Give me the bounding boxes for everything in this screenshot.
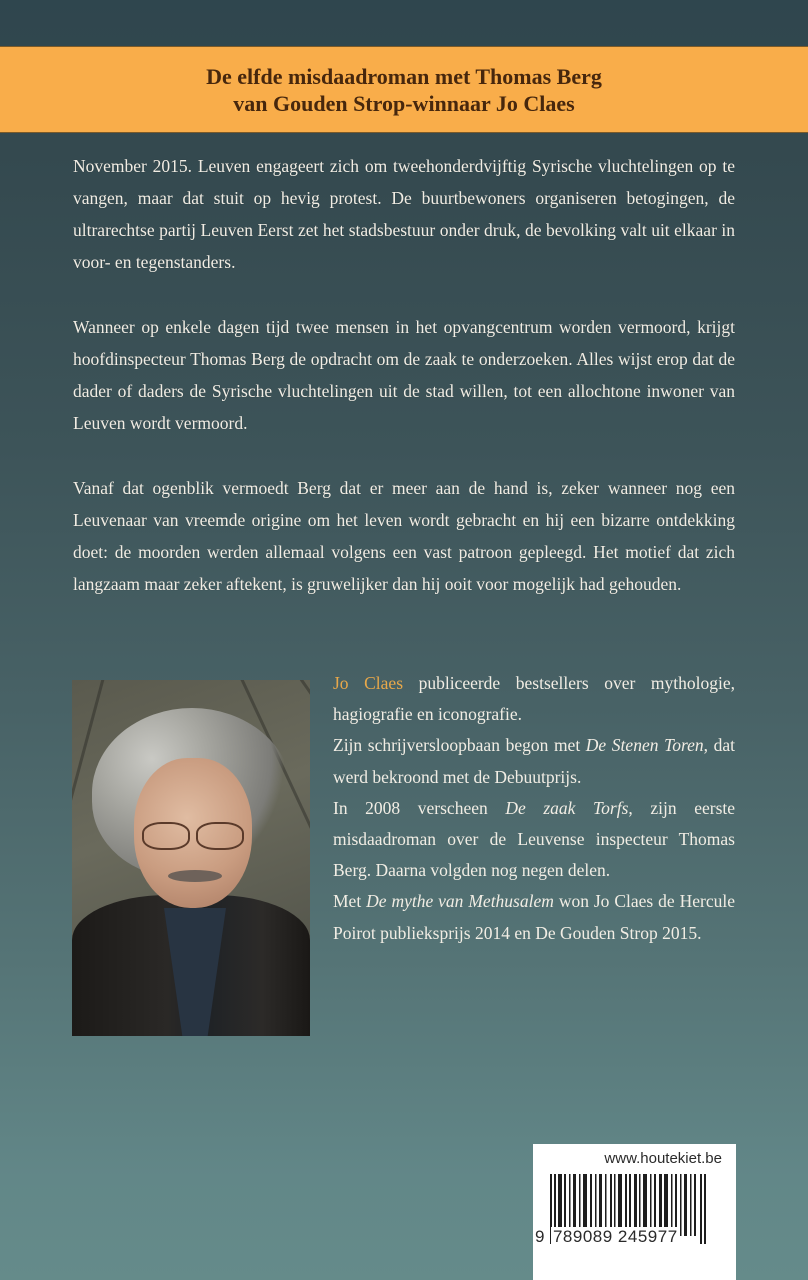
- bio-sentence-4: Met: [333, 891, 367, 912]
- tagline-line-1: De elfde misdaadroman met Thomas Berg: [206, 63, 602, 89]
- author-name: Jo Claes: [333, 673, 404, 693]
- isbn-number: [535, 1227, 680, 1247]
- bio-sentence-3: In 2008 verscheen: [333, 797, 506, 818]
- blurb-paragraph-2: Wanneer op enkele dagen tijd twee mensen in het opvangcentrum worden vermoord, krijgt hoofdinspecteur Thomas Berg de opdracht om de zaak te onderzoeken. Alles wijst erop dat de dader of daders de Syrische vluchtelingen uit de stad willen, tot een allochtone inwoner van Leuven wordt vermoord.: [73, 317, 735, 433]
- book-title-de-zaak-torfs: De zaak Torfs: [505, 797, 629, 818]
- glasses-icon: [142, 822, 190, 850]
- barcode-panel: [533, 1144, 736, 1280]
- blurb-paragraph-3: Vanaf dat ogenblik vermoedt Berg dat er meer aan de hand is, zeker wanneer nog een Leuvenaar van vreemde origine om het leven wordt gebracht en hij een bizarre ontdekking doet: de moorden werden allemaal volgens een vast patroon gepleegd. Het motief dat zich langzaam maar zeker aftekent, is gruwelijker dan hij ooit voor mogelijk had gehouden.: [73, 478, 735, 594]
- tagline-banner: [0, 47, 808, 132]
- bio-sentence-2-end: , dat werd bekroond met de Debuutprijs.: [333, 735, 735, 787]
- author-photo: [72, 680, 310, 1036]
- tagline-line-2: van Gouden Strop-winnaar Jo Claes: [233, 90, 575, 116]
- bio-sentence-3-end: , zijn eerste misdaadroman over de Leuvense inspecteur Thomas Berg. Daarna volgden nog negen delen.: [333, 797, 736, 881]
- author-bio: [333, 668, 735, 949]
- book-title-de-mythe-van-methusalem: De mythe van Methusalem: [366, 891, 554, 912]
- isbn-prefix-digit: 9: [535, 1227, 545, 1246]
- book-title-de-stenen-toren: De Stenen Toren: [585, 735, 704, 756]
- isbn-digits: 789089 245977: [552, 1227, 678, 1246]
- bio-sentence-2: Zijn schrijversloopbaan begon met: [333, 735, 586, 756]
- bio-sentence-1: publiceerde bestsellers over mythologie, hagiografie en iconografie.: [333, 673, 735, 725]
- publisher-url: www.houtekiet.be: [604, 1150, 722, 1167]
- blurb-paragraph-1: November 2015. Leuven engageert zich om tweehonderdvijftig Syrische vluchtelingen op te vangen, maar dat stuit op hevig protest. De buurtbewoners organiseren betogingen, de ultrarechtse partij Leuven Eerst zet het stadsbestuur onder druk, de bevolking valt uit elkaar in voor- en tegenstanders.: [73, 156, 735, 272]
- bio-sentence-4-end: won Jo Claes de Hercule Poirot publieksprijs 2014 en De Gouden Strop 2015.: [333, 891, 735, 943]
